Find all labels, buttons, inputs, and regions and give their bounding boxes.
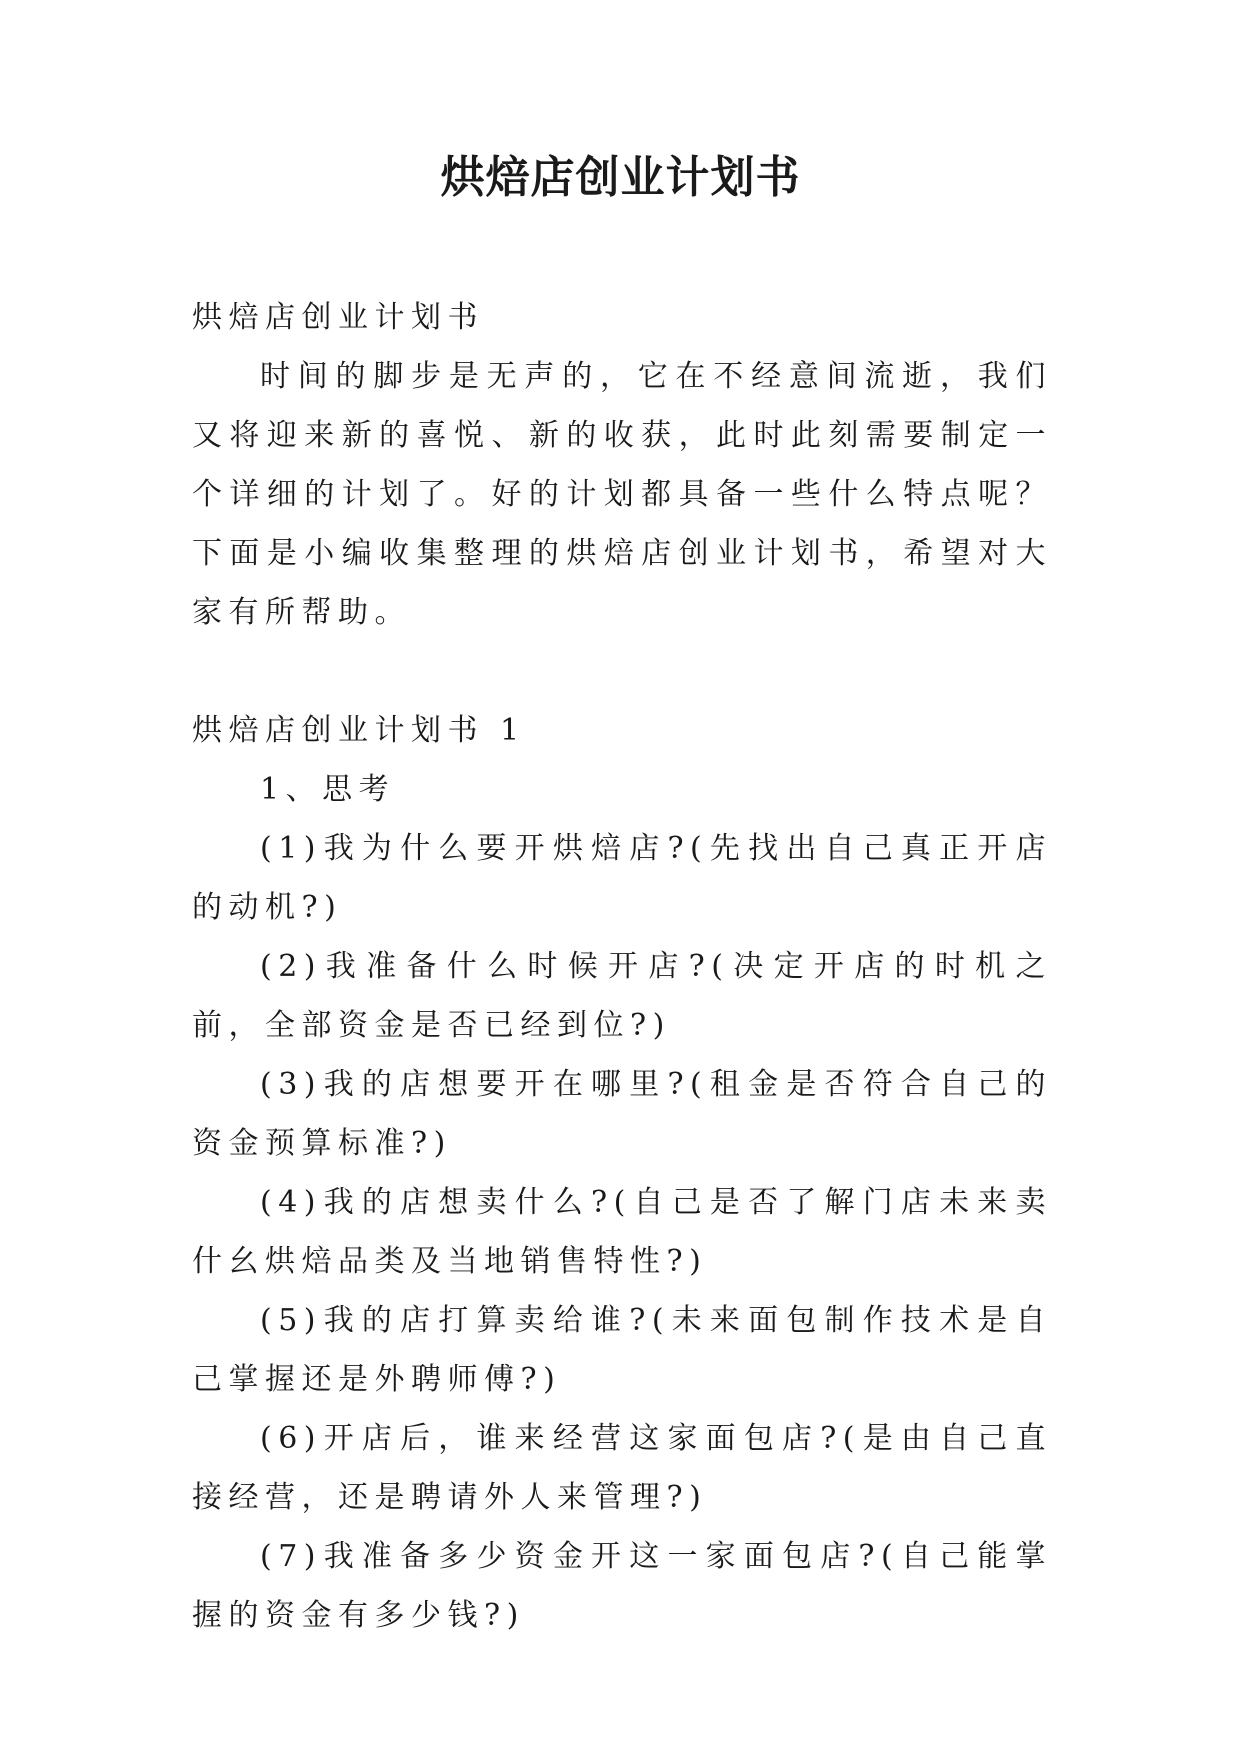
list-item: (6)开店后，谁来经营这家面包店?(是由自己直接经营，还是聘请外人来管理?) (192, 1421, 1052, 1515)
list-item: (7)我准备多少资金开这一家面包店?(自己能掌握的资金有多少钱?) (192, 1539, 1052, 1633)
paragraph-spacer (192, 642, 1052, 701)
list-item: (4)我的店想卖什么?(自己是否了解门店未来卖什幺烘焙品类及当地销售特性?) (192, 1185, 1052, 1279)
list-item: (1)我为什么要开烘焙店?(先找出自己真正开店的动机?) (192, 831, 1052, 925)
document-title: 烘焙店创业计划书 (440, 152, 801, 203)
list-item: (5)我的店打算卖给谁?(未来面包制作技术是自己掌握还是外聘师傅?) (192, 1303, 1052, 1397)
intro-paragraph: 时间的脚步是无声的，它在不经意间流逝，我们又将迎来新的喜悦、新的收获，此时此刻需要制定一个详细的计划了。好的计划都具备一些什么特点呢？下面是小编收集整理的烘焙店创业计划书，希望对大家有所帮助。 (192, 359, 1052, 630)
section-heading: 1、思考 (260, 772, 396, 807)
section-title: 烘焙店创业计划书 1 (192, 713, 526, 748)
list-item: (2)我准备什么时候开店?(决定开店的时机之前，全部资金是否已经到位?) (192, 949, 1052, 1043)
document-body (192, 288, 1052, 1645)
list-item: (3)我的店想要开在哪里?(租金是否符合自己的资金预算标准?) (192, 1067, 1052, 1161)
document-subtitle: 烘焙店创业计划书 (192, 300, 484, 335)
